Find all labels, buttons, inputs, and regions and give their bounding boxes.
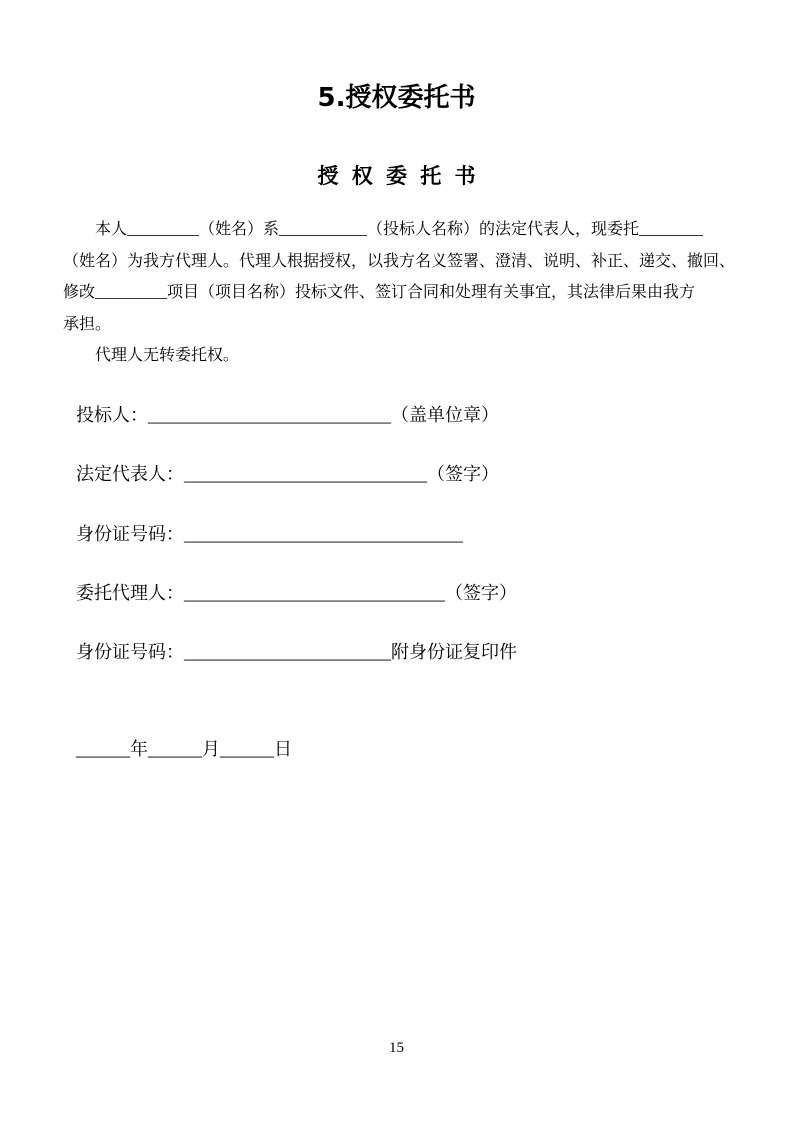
paragraph-line-2: （姓名）为我方代理人。代理人根据授权，以我方名义签署、澄清、说明、补正、递交、撤回、 (63, 252, 736, 270)
field-authorized-agent-blank: _____________________________ (184, 583, 445, 603)
paragraph-line-4: 承担。 (63, 315, 112, 333)
field-legal-representative-label: 法定代表人： (76, 464, 184, 484)
field-bidder-label: 投标人： (76, 405, 148, 425)
field-id-number-2-blank: _______________________ (184, 642, 391, 662)
field-bidder (76, 399, 499, 432)
section-heading: 5.授权委托书 (317, 83, 476, 113)
page-number: 15 (389, 1040, 404, 1056)
authorization-paragraph (63, 214, 736, 372)
field-id-number-2 (76, 636, 517, 669)
field-legal-representative (76, 458, 499, 491)
field-legal-representative-suffix: （签字） (427, 464, 499, 484)
field-bidder-blank: ___________________________ (148, 405, 391, 425)
paragraph-line-1: 本人_________（姓名）系___________（投标人名称）的法定代表人，现委托________ (95, 221, 704, 238)
field-authorized-agent-label: 委托代理人： (76, 583, 184, 603)
field-id-number-2-label: 身份证号码： (76, 642, 184, 662)
field-authorized-agent (76, 577, 517, 610)
field-legal-representative-blank: ___________________________ (184, 464, 427, 484)
date-line: ______年______月______日 (76, 739, 292, 759)
field-id-number-1-label: 身份证号码： (76, 524, 184, 544)
field-bidder-suffix: （盖单位章） (391, 405, 499, 425)
document-title: 授 权 委 托 书 (317, 164, 476, 188)
field-authorized-agent-suffix: （签字） (445, 583, 517, 603)
paragraph-line-3: 修改_________项目（项目名称）投标文件、签订合同和处理有关事宜，其法律后果由我方 (63, 284, 696, 301)
field-id-number-2-suffix: 附身份证复印件 (391, 642, 517, 662)
field-id-number-1-blank: _______________________________ (184, 524, 463, 544)
field-id-number-1 (76, 518, 463, 551)
paragraph-line-no-subdelegation: 代理人无转委托权。 (95, 347, 240, 364)
